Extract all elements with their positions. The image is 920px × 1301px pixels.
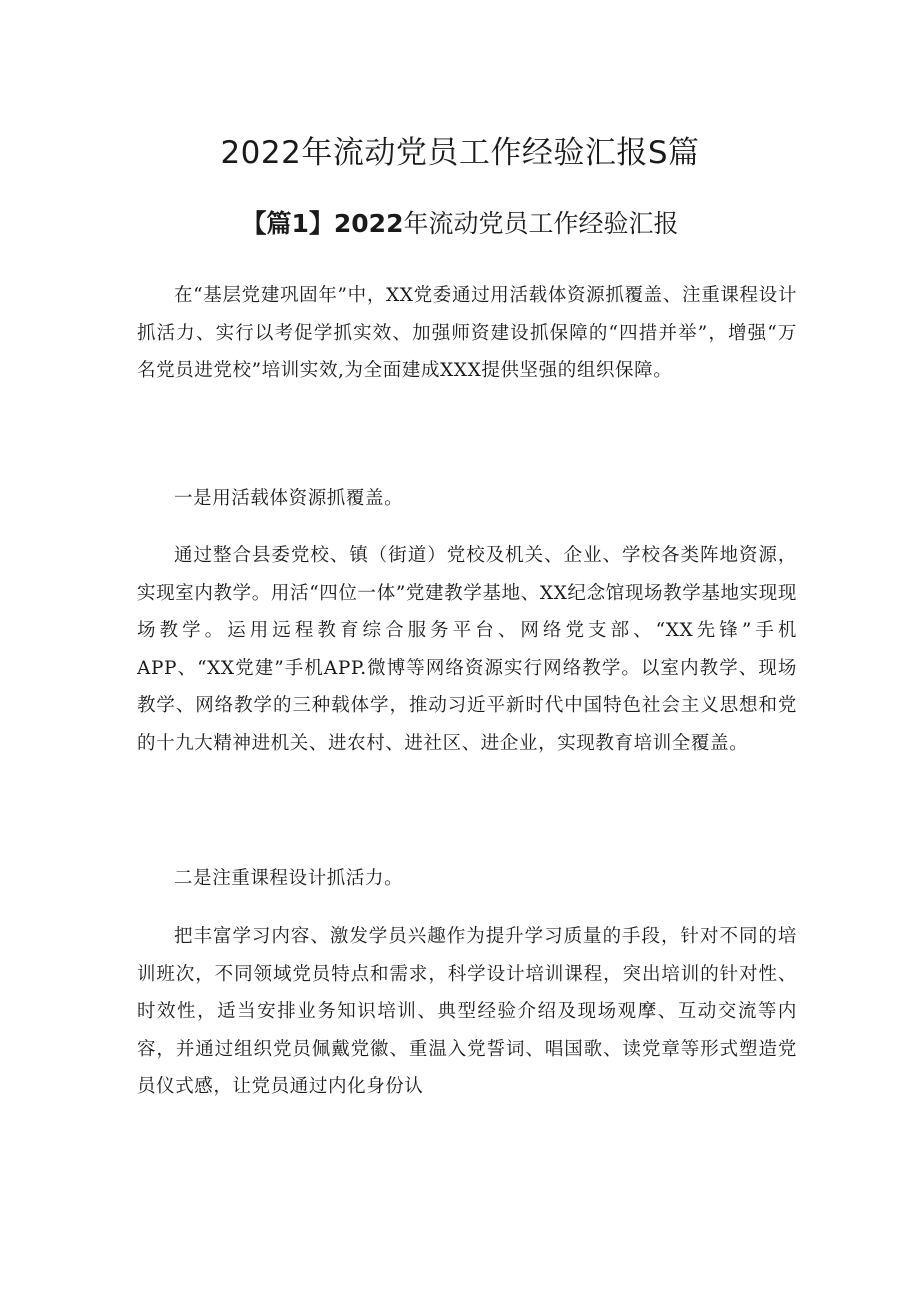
paragraph-point-one-body: 通过整合县委党校、镇（街道）党校及机关、企业、学校各类阵地资源，实现室内教学。用活“四位一体”党建教学基地、XX纪念馆现场教学基地实现现场教学。运用远程教育综合服务平台、网络党支部、“XX先锋”手机APP、“XX党建”手机APP.微博等网络资源实行网络教学。以室内教学、现场教学、网络教学的三种载体学，推动习近平新时代中国特色社会主义思想和党的十九大精神进机关、进农村、进社区、进企业，实现教育培训全覆盖。 [137,545,797,754]
section-heading [0,201,920,247]
section-heading-prefix: 【篇1】2022 [241,209,404,238]
section-heading-text: 年流动党员工作经验汇报 [403,209,679,238]
paragraph-intro: 在“基层党建巩固年”中，XX党委通过用活载体资源抓覆盖、注重课程设计抓活力、实行以考促学抓实效、加强师资建设抓保障的“四措并举”，增强“万名党员进党校”培训实效,为全面建成XXX提供坚强的组织保障。 [137,285,797,381]
paragraph-point-two-body: 把丰富学习内容、激发学员兴趣作为提升学习质量的手段，针对不同的培训班次，不同领域党员特点和需求，科学设计培训课程，突出培训的针对性、时效性，适当安排业务知识培训、典型经验介绍及现场观摩、互动交流等内容，并通过组织党员佩戴党徽、重温入党誓词、唱国歌、读党章等形式塑造党员仪式感，让党员通过内化身份认 [137,926,797,1097]
paragraph-point-two-heading: 二是注重课程设计抓活力。 [174,868,404,889]
document-title: 2022年流动党员工作经验汇报S篇 [220,135,700,171]
paragraph-point-one-heading: 一是用活载体资源抓覆盖。 [174,488,404,509]
